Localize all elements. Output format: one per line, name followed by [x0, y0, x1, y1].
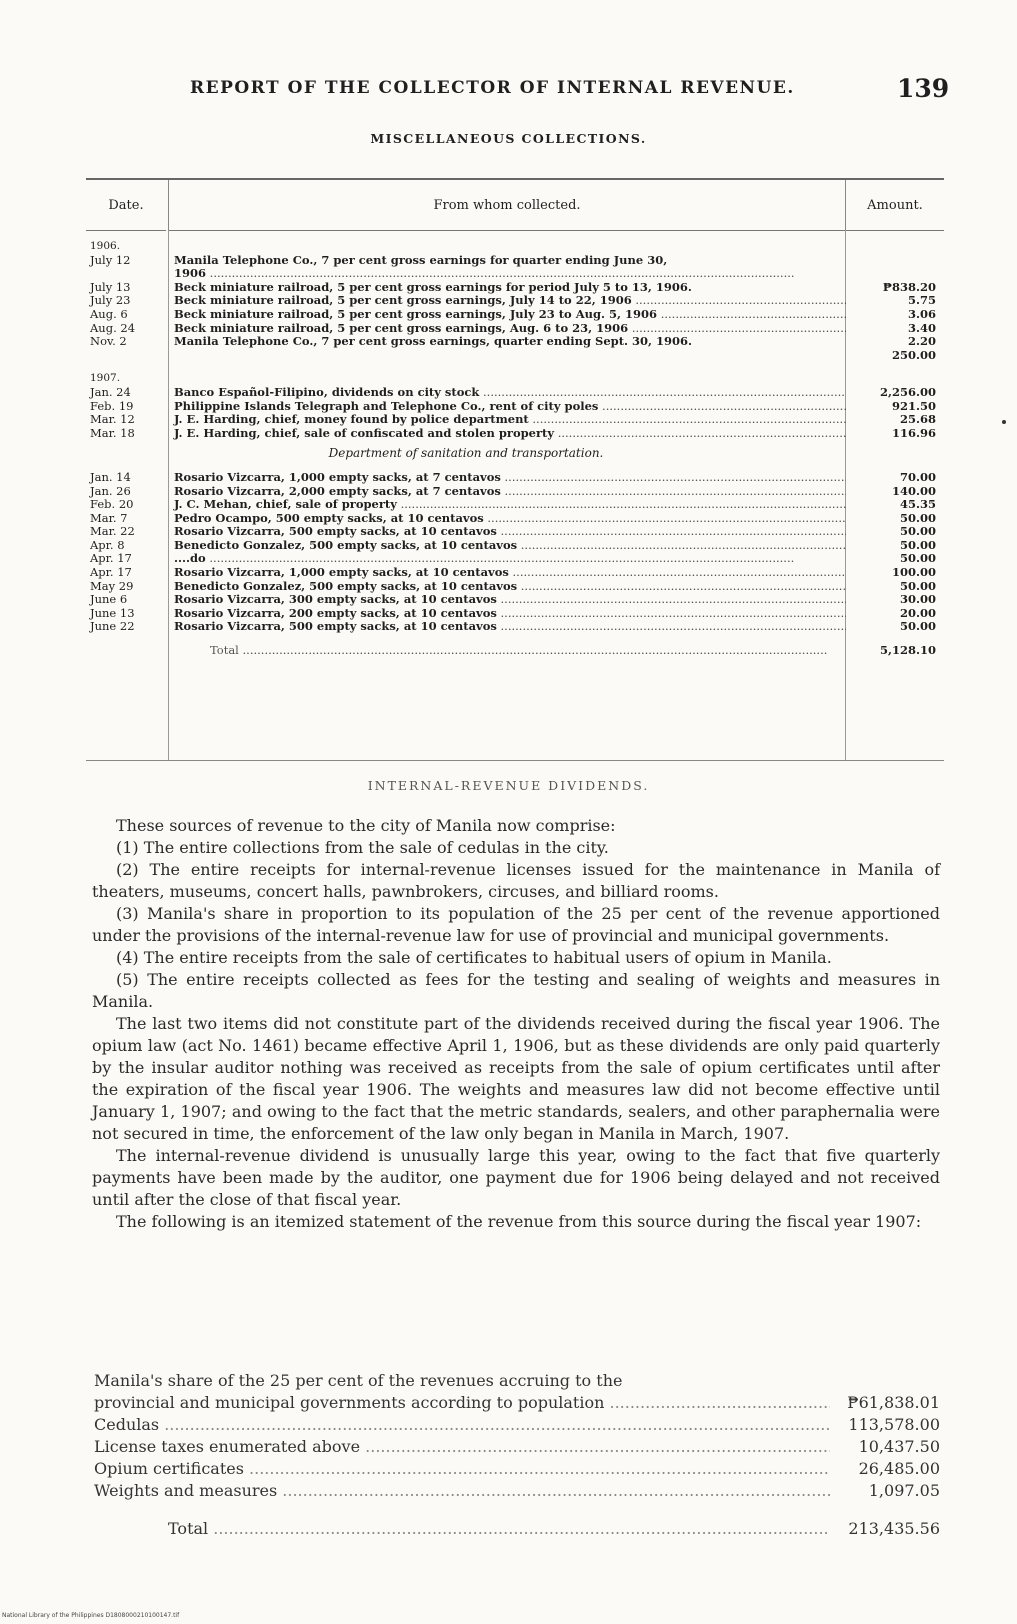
statement-item-text: Cedulas .....: [94, 1415, 830, 1434]
row-date: May 29: [90, 578, 134, 593]
row-amount: 25.68: [899, 412, 936, 427]
row-from: Manila Telephone Co., 7 per cent gross earnings, quarter ending Sept. 30, 1906.: [174, 335, 693, 349]
paragraph: The following is an itemized statement of the revenue from this source during the fiscal year 1907:: [116, 1212, 922, 1231]
row-amount: [846, 267, 940, 281]
table-row: [86, 512, 944, 526]
table-row: [86, 593, 944, 607]
row-date: Feb. 20: [90, 497, 134, 512]
statement-item-text: Opium certificates .....: [94, 1459, 830, 1478]
miscellaneous-collections-title: MISCELLANEOUS COLLECTIONS.: [370, 131, 647, 146]
total-row: [86, 644, 944, 658]
row-from: Benedicto Gonzalez, 500 empty sacks, at 10 centavos .....: [170, 539, 846, 553]
row-amount: 45.35: [899, 497, 936, 512]
table-row: [86, 607, 944, 621]
statement-total-text: Total .....: [168, 1519, 830, 1538]
row-date: Aug. 24: [90, 320, 136, 335]
statement-item-value: 1,097.05: [868, 1481, 940, 1500]
statement-item-text: License taxes enumerated above .....: [94, 1437, 830, 1456]
table-row: [86, 580, 944, 594]
table-row: [86, 308, 944, 322]
statement-item-value: 10,437.50: [858, 1437, 940, 1456]
row-date: June 13: [90, 605, 135, 620]
statement-item-label: [94, 1392, 830, 1414]
table-row: [86, 485, 944, 499]
statement-item-text: provincial and municipal governments according to population .....: [94, 1393, 830, 1412]
row-amount: 3.40: [907, 320, 936, 335]
running-head: REPORT OF THE COLLECTOR OF INTERNAL REVENUE.: [190, 78, 795, 98]
year-label: 1907.: [90, 372, 121, 385]
paragraph: The last two items did not constitute part of the dividends received during the fiscal year 1906. The opium law (act No. 1461) became effective April 1, 1906, but as these dividends are only paid quarterly by the insular auditor nothing was received as receipts from the sale of opium certificates until after the expiration of the fiscal year 1906. The weights and measures law did not become effective until January 1, 1907; and owing to the fact that the metric standards, sealers, and other paraphernalia were not secured in time, the enforcement of the law only began in Manila in March, 1907.: [92, 1014, 940, 1143]
row-from: Rosario Vizcarra, 200 empty sacks, at 10 centavos .....: [170, 607, 846, 621]
table-row: [86, 254, 944, 268]
statement-total-label: [94, 1518, 830, 1540]
row-from: J. C. Mehan, chief, sale of property .....: [170, 498, 846, 512]
row-amount: 2,256.00: [879, 384, 936, 399]
row-date: Mar. 7: [90, 510, 128, 525]
scan-footer: National Library of the Philippines D1808000210100147.tif: [2, 1612, 180, 1619]
row-date: Mar. 18: [90, 425, 135, 440]
row-from: Beck miniature railroad, 5 per cent gross earnings, Aug. 6 to 23, 1906 .....: [170, 322, 846, 336]
row-date: Mar. 12: [90, 412, 135, 427]
row-from: Rosario Vizcarra, 300 empty sacks, at 10 centavos .....: [170, 593, 846, 607]
row-from: ....do .....: [170, 552, 846, 566]
row-amount: 116.96: [891, 425, 936, 440]
row-amount: ₱838.20: [882, 279, 936, 294]
year-label: 1906.: [90, 240, 121, 252]
row-from: Rosario Vizcarra, 1,000 empty sacks, at 10 centavos .....: [170, 566, 846, 580]
table-row: [86, 539, 944, 553]
row-from: [170, 349, 846, 363]
column-header-date: Date.: [86, 180, 166, 231]
row-from: J. E. Harding, chief, money found by police department .....: [170, 413, 846, 427]
column-header-amount: Amount.: [846, 180, 944, 231]
miscellaneous-collections-table: [86, 178, 944, 761]
row-from: Beck miniature railroad, 5 per cent gross earnings, July 14 to 22, 1906 .....: [170, 294, 846, 308]
row-from: Banco Español-Filipino, dividends on city stock .....: [170, 386, 846, 400]
row-date: Feb. 19: [90, 398, 134, 413]
statement-item: [94, 1458, 940, 1480]
row-date: Apr. 17: [90, 551, 132, 566]
margin-mark: [1002, 420, 1006, 424]
row-amount: 5.75: [907, 293, 936, 308]
row-amount: 50.00: [899, 537, 936, 552]
row-from: Beck miniature railroad, 5 per cent gross earnings for period July 5 to 13, 1906.: [174, 280, 692, 294]
table-row: [86, 386, 944, 400]
row-amount: 2.20: [907, 334, 936, 349]
row-amount: 250.00: [891, 347, 936, 362]
row-from: Beck miniature railroad, 5 per cent gross earnings, July 23 to Aug. 5, 1906 .....: [170, 308, 846, 322]
row-date: Jan. 24: [90, 384, 131, 399]
row-from: Benedicto Gonzalez, 500 empty sacks, at 10 centavos .....: [170, 580, 846, 594]
table-row: [86, 498, 944, 512]
table-row: [86, 427, 944, 441]
row-date: Nov. 2: [90, 334, 127, 349]
statement-item: [94, 1436, 940, 1458]
paragraph: (1) The entire collections from the sale of cedulas in the city.: [116, 838, 609, 857]
row-from: Rosario Vizcarra, 500 empty sacks, at 10 centavos .....: [170, 620, 846, 634]
statement-total: [94, 1518, 940, 1540]
row-date: Jan. 14: [90, 469, 131, 484]
statement-item-label: [94, 1436, 830, 1458]
group-spacer: [86, 362, 944, 372]
year-row: [86, 240, 944, 254]
sanitation-heading: Department of sanitation and transportation.: [328, 446, 604, 461]
statement-total-value: 213,435.56: [848, 1519, 940, 1538]
row-amount: 50.00: [899, 510, 936, 525]
row-amount: [846, 254, 940, 268]
row-amount: 30.00: [899, 592, 936, 607]
paragraph: (5) The entire receipts collected as fees for the testing and sealing of weights and measures in Manila.: [92, 970, 940, 1011]
row-from: Pedro Ocampo, 500 empty sacks, at 10 centavos .....: [170, 512, 846, 526]
row-amount: 50.00: [899, 578, 936, 593]
statement-item-text: Weights and measures .....: [94, 1481, 830, 1500]
row-amount: 140.00: [891, 483, 936, 498]
table-body: [86, 240, 944, 658]
paragraph: (4) The entire receipts from the sale of certificates to habitual users of opium in Manila.: [116, 948, 832, 967]
dividends-body-text: [92, 815, 940, 1233]
table-row: [86, 413, 944, 427]
row-from: Philippine Islands Telegraph and Telephone Co., rent of city poles .....: [170, 400, 846, 414]
row-date: June 22: [90, 619, 135, 634]
row-date: July 12: [90, 252, 131, 267]
row-date: [86, 349, 166, 363]
paragraph: (3) Manila's share in proportion to its population of the 25 per cent of the revenue apportioned under the provisions of the internal-revenue law for use of provincial and municipal governments.: [92, 904, 940, 945]
table-row: [86, 349, 944, 363]
statement-item-label: [94, 1414, 830, 1436]
row-from: Rosario Vizcarra, 2,000 empty sacks, at 7 centavos .....: [170, 485, 846, 499]
table-row: [86, 294, 944, 308]
statement-item: [94, 1392, 940, 1414]
table-row: [86, 322, 944, 336]
page-number: 139: [897, 74, 950, 103]
statement-item-value: 26,485.00: [858, 1459, 940, 1478]
statement-item-value: ₱61,838.01: [847, 1393, 940, 1412]
row-date: July 23: [90, 293, 131, 308]
table-row: [86, 566, 944, 580]
paragraph: The internal-revenue dividend is unusually large this year, owing to the fact that five quarterly payments have been made by the auditor, one payment due for 1906 being delayed and not received until after the close of that fiscal year.: [92, 1146, 940, 1209]
total-spacer: [86, 634, 944, 644]
row-from: Rosario Vizcarra, 1,000 empty sacks, at 7 centavos .....: [170, 471, 846, 485]
statement-item-label: [94, 1458, 830, 1480]
total-amount: 5,128.10: [879, 643, 936, 658]
row-amount: 50.00: [899, 619, 936, 634]
table-row: [86, 471, 944, 485]
row-from: 1906 .....: [170, 267, 846, 281]
paragraph: These sources of revenue to the city of Manila now comprise:: [116, 816, 616, 835]
row-date: Aug. 6: [90, 306, 128, 321]
table-row: [86, 620, 944, 634]
table-row: [86, 267, 944, 281]
table-row: [86, 281, 944, 295]
table-row: [86, 525, 944, 539]
year-row: [86, 372, 944, 386]
total-label: Total .....: [170, 644, 846, 658]
internal-revenue-dividends-title: INTERNAL-REVENUE DIVIDENDS.: [367, 778, 650, 793]
statement-item: [94, 1414, 940, 1436]
table-row: [86, 400, 944, 414]
row-amount: 70.00: [899, 469, 936, 484]
row-amount: 50.00: [899, 524, 936, 539]
row-date: Apr. 17: [90, 565, 132, 580]
row-date: June 6: [90, 592, 128, 607]
row-date: [86, 267, 166, 281]
row-from: Rosario Vizcarra, 500 empty sacks, at 10 centavos .....: [170, 525, 846, 539]
row-amount: 100.00: [891, 565, 936, 580]
column-header-from: From whom collected.: [168, 180, 846, 231]
row-amount: 921.50: [891, 398, 936, 413]
row-date: July 13: [90, 279, 131, 294]
row-from: J. E. Harding, chief, sale of confiscated and stolen property .....: [170, 427, 846, 441]
row-date: Apr. 8: [90, 537, 125, 552]
row-date: Mar. 22: [90, 524, 135, 539]
row-amount: 20.00: [899, 605, 936, 620]
table-row: [86, 552, 944, 566]
statement-item-label: [94, 1480, 830, 1502]
statement-item-value: 113,578.00: [848, 1415, 940, 1434]
row-amount: 50.00: [899, 551, 936, 566]
statement-intro-line: Manila's share of the 25 per cent of the revenues accruing to the: [94, 1371, 623, 1390]
row-amount: 3.06: [907, 306, 936, 321]
itemized-statement: [94, 1370, 940, 1540]
paragraph: (2) The entire receipts for internal-revenue licenses issued for the maintenance in Manila of theaters, museums, concert halls, pawnbrokers, circuses, and billiard rooms.: [92, 860, 940, 901]
row-from: Manila Telephone Co., 7 per cent gross earnings for quarter ending June 30,: [174, 253, 668, 267]
row-date: [86, 644, 166, 658]
statement-item: [94, 1480, 940, 1502]
row-date: Jan. 26: [90, 483, 131, 498]
table-row: [86, 335, 944, 349]
